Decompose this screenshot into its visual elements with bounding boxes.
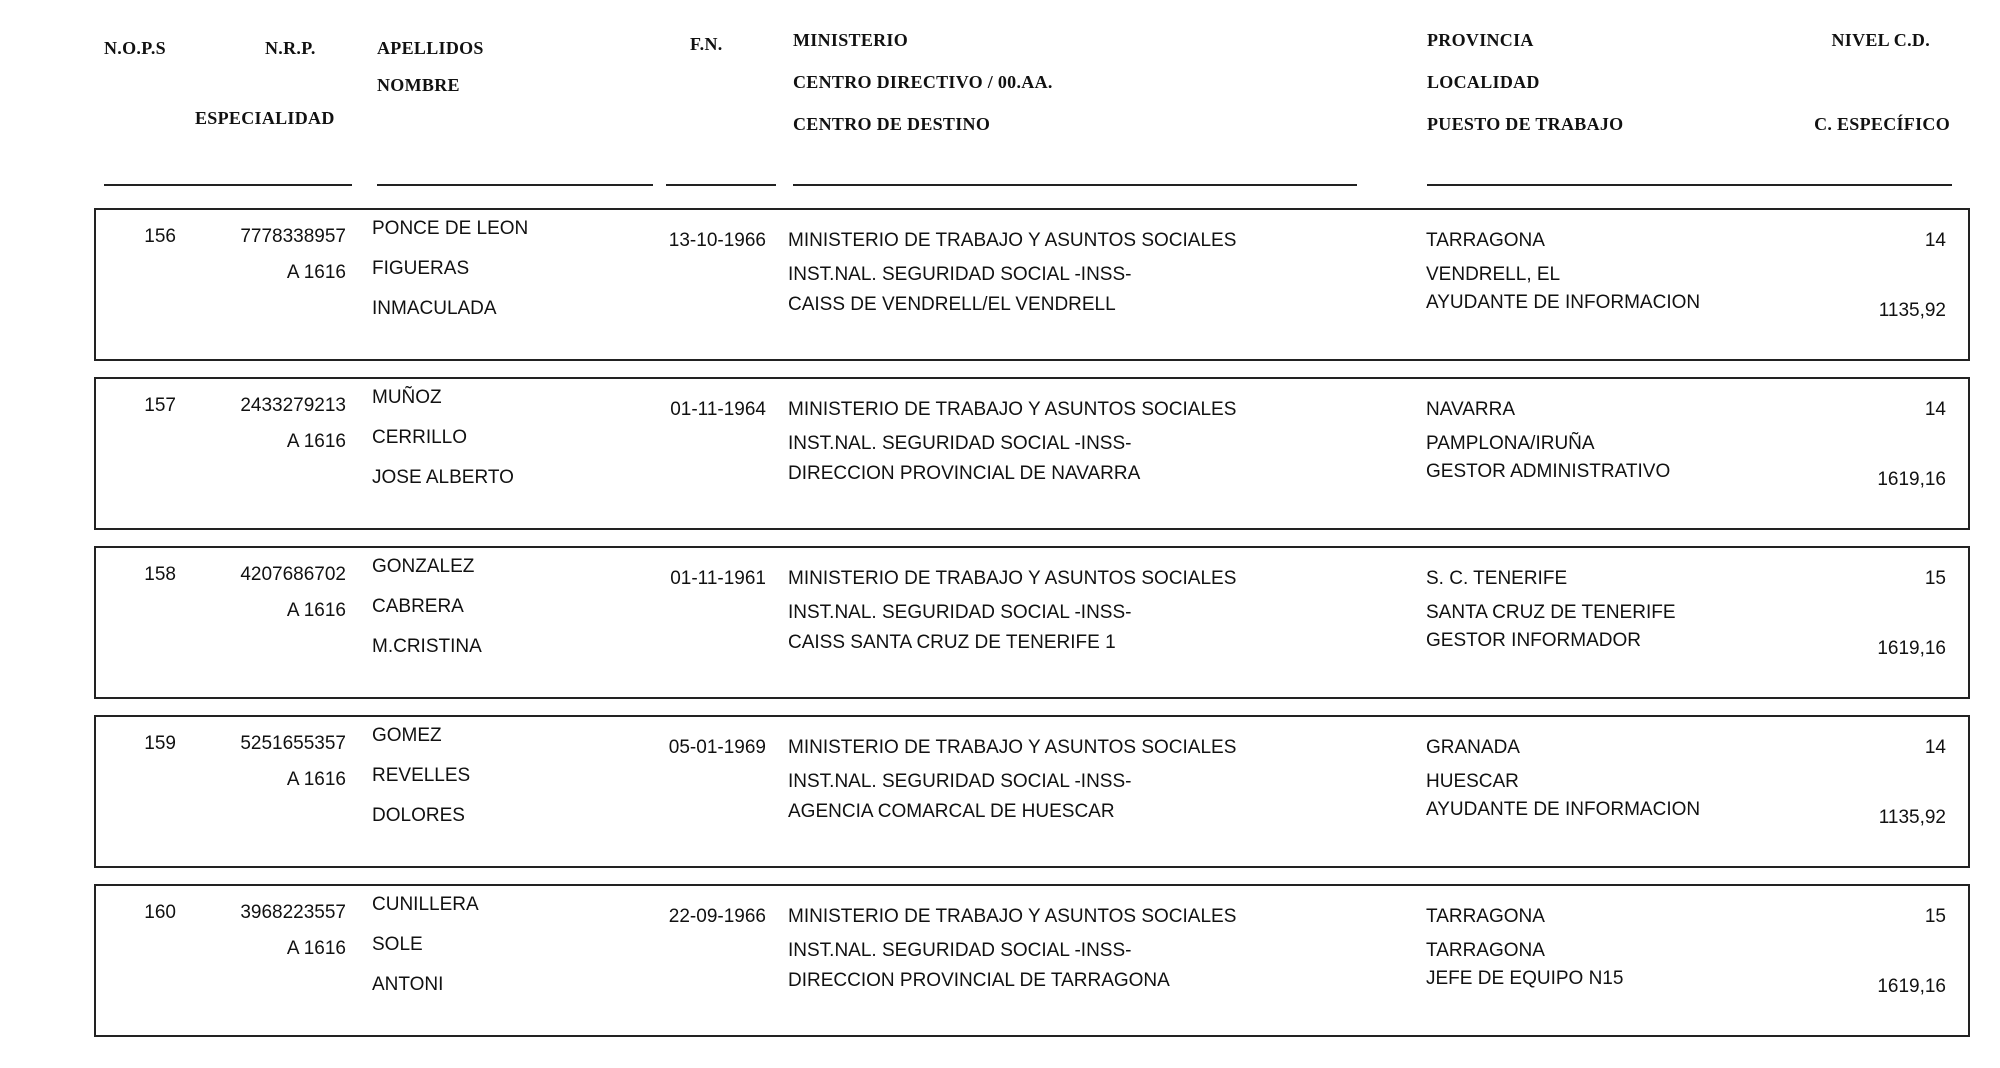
puesto-trabajo-value: GESTOR ADMINISTRATIVO	[1426, 461, 1671, 482]
nops-value: 157	[144, 395, 176, 416]
header-provincia: PROVINCIA	[1427, 30, 1534, 50]
localidad-value: HUESCAR	[1426, 771, 1519, 792]
header-fecha-nacimiento: F.N.	[690, 34, 723, 54]
especifico-value: 1135,92	[1878, 300, 1946, 321]
centro-destino-value: CAISS SANTA CRUZ DE TENERIFE 1	[788, 632, 1116, 653]
apellido1-value: GONZALEZ	[372, 556, 475, 577]
nivel-value: 14	[1924, 230, 1946, 251]
header-rule-nrp	[104, 184, 352, 186]
centro-directivo-value: INST.NAL. SEGURIDAD SOCIAL -INSS-	[788, 940, 1132, 961]
nops-value: 158	[144, 564, 176, 585]
especialidad-value: A 1616	[286, 769, 346, 790]
especifico-value: 1619,16	[1877, 469, 1946, 490]
header-nops: N.O.P.S	[104, 38, 166, 58]
record-row	[94, 884, 1970, 1037]
record-row	[94, 546, 1970, 699]
especialidad-value: A 1616	[286, 938, 346, 959]
header-apellidos: APELLIDOS	[377, 38, 484, 58]
localidad-value: VENDRELL, EL	[1426, 264, 1561, 285]
ministerio-value: MINISTERIO DE TRABAJO Y ASUNTOS SOCIALES	[788, 906, 1237, 927]
localidad-value: PAMPLONA/IRUÑA	[1426, 433, 1595, 454]
ministerio-value: MINISTERIO DE TRABAJO Y ASUNTOS SOCIALES	[788, 568, 1237, 589]
apellido2-value: FIGUERAS	[372, 258, 470, 279]
provincia-value: TARRAGONA	[1426, 230, 1545, 251]
nombre-value: JOSE ALBERTO	[372, 467, 514, 488]
header-rule-fn	[666, 184, 776, 186]
header-nombre: NOMBRE	[377, 75, 460, 95]
nrp-value: 4207686702	[240, 564, 346, 585]
apellido2-value: CABRERA	[372, 596, 464, 617]
localidad-value: TARRAGONA	[1426, 940, 1545, 961]
nombre-value: INMACULADA	[372, 298, 497, 319]
header-rule-apellidos	[377, 184, 653, 186]
header-nrp: N.R.P.	[265, 38, 316, 58]
nivel-value: 14	[1924, 399, 1946, 420]
nombre-value: DOLORES	[372, 805, 465, 826]
localidad-value: SANTA CRUZ DE TENERIFE	[1426, 602, 1676, 623]
nops-value: 160	[144, 902, 176, 923]
fecha-nacimiento-value: 01-11-1961	[670, 568, 766, 589]
nivel-value: 15	[1924, 906, 1946, 927]
centro-destino-value: CAISS DE VENDRELL/EL VENDRELL	[788, 294, 1116, 315]
especialidad-value: A 1616	[286, 600, 346, 621]
record-row	[94, 377, 1970, 530]
header-centro-destino: CENTRO DE DESTINO	[793, 114, 991, 134]
provincia-value: GRANADA	[1426, 737, 1520, 758]
centro-directivo-value: INST.NAL. SEGURIDAD SOCIAL -INSS-	[788, 433, 1132, 454]
apellido1-value: PONCE DE LEON	[372, 218, 529, 239]
centro-directivo-value: INST.NAL. SEGURIDAD SOCIAL -INSS-	[788, 264, 1132, 285]
especialidad-value: A 1616	[286, 431, 346, 452]
puesto-trabajo-value: AYUDANTE DE INFORMACION	[1426, 799, 1701, 820]
ministerio-value: MINISTERIO DE TRABAJO Y ASUNTOS SOCIALES	[788, 399, 1237, 420]
puesto-trabajo-value: AYUDANTE DE INFORMACION	[1426, 292, 1701, 313]
fecha-nacimiento-value: 05-01-1969	[668, 737, 766, 758]
fecha-nacimiento-value: 22-09-1966	[668, 906, 766, 927]
provincia-value: NAVARRA	[1426, 399, 1516, 420]
record-row	[94, 715, 1970, 868]
apellido2-value: SOLE	[372, 934, 423, 955]
nrp-value: 5251655357	[240, 733, 346, 754]
header-localidad: LOCALIDAD	[1427, 72, 1540, 92]
centro-directivo-value: INST.NAL. SEGURIDAD SOCIAL -INSS-	[788, 771, 1132, 792]
fecha-nacimiento-value: 13-10-1966	[668, 230, 766, 251]
nivel-value: 14	[1924, 737, 1946, 758]
apellido2-value: REVELLES	[372, 765, 471, 786]
ministerio-value: MINISTERIO DE TRABAJO Y ASUNTOS SOCIALES	[788, 737, 1237, 758]
header-puesto-trabajo: PUESTO DE TRABAJO	[1427, 114, 1624, 134]
especifico-value: 1619,16	[1877, 638, 1946, 659]
header-rule-ministerio	[793, 184, 1357, 186]
nivel-value: 15	[1924, 568, 1946, 589]
apellido1-value: MUÑOZ	[372, 387, 442, 408]
especialidad-value: A 1616	[286, 262, 346, 283]
header-especialidad: ESPECIALIDAD	[195, 108, 335, 128]
provincia-value: TARRAGONA	[1426, 906, 1545, 927]
especifico-value: 1135,92	[1878, 807, 1946, 828]
nombre-value: M.CRISTINA	[372, 636, 482, 657]
centro-destino-value: DIRECCION PROVINCIAL DE NAVARRA	[788, 463, 1141, 484]
header-rule-provincia	[1427, 184, 1952, 186]
puesto-trabajo-value: JEFE DE EQUIPO N15	[1426, 968, 1624, 989]
puesto-trabajo-value: GESTOR INFORMADOR	[1426, 630, 1641, 651]
nombre-value: ANTONI	[372, 974, 444, 995]
centro-destino-value: DIRECCION PROVINCIAL DE TARRAGONA	[788, 970, 1170, 991]
nrp-value: 7778338957	[240, 226, 346, 247]
fecha-nacimiento-value: 01-11-1964	[670, 399, 766, 420]
header-centro-directivo: CENTRO DIRECTIVO / 00.AA.	[793, 72, 1053, 92]
especifico-value: 1619,16	[1877, 976, 1946, 997]
provincia-value: S. C. TENERIFE	[1426, 568, 1568, 589]
header-nivel: NIVEL C.D.	[1831, 30, 1930, 50]
ministerio-value: MINISTERIO DE TRABAJO Y ASUNTOS SOCIALES	[788, 230, 1237, 251]
centro-directivo-value: INST.NAL. SEGURIDAD SOCIAL -INSS-	[788, 602, 1132, 623]
apellido1-value: CUNILLERA	[372, 894, 479, 915]
nrp-value: 3968223557	[240, 902, 346, 923]
nops-value: 159	[144, 733, 176, 754]
nrp-value: 2433279213	[240, 395, 346, 416]
header-ministerio: MINISTERIO	[793, 30, 909, 50]
centro-destino-value: AGENCIA COMARCAL DE HUESCAR	[788, 801, 1115, 822]
header-especifico: C. ESPECÍFICO	[1814, 114, 1950, 134]
apellido1-value: GOMEZ	[372, 725, 442, 746]
record-row	[94, 208, 1970, 361]
nops-value: 156	[144, 226, 176, 247]
apellido2-value: CERRILLO	[372, 427, 468, 448]
